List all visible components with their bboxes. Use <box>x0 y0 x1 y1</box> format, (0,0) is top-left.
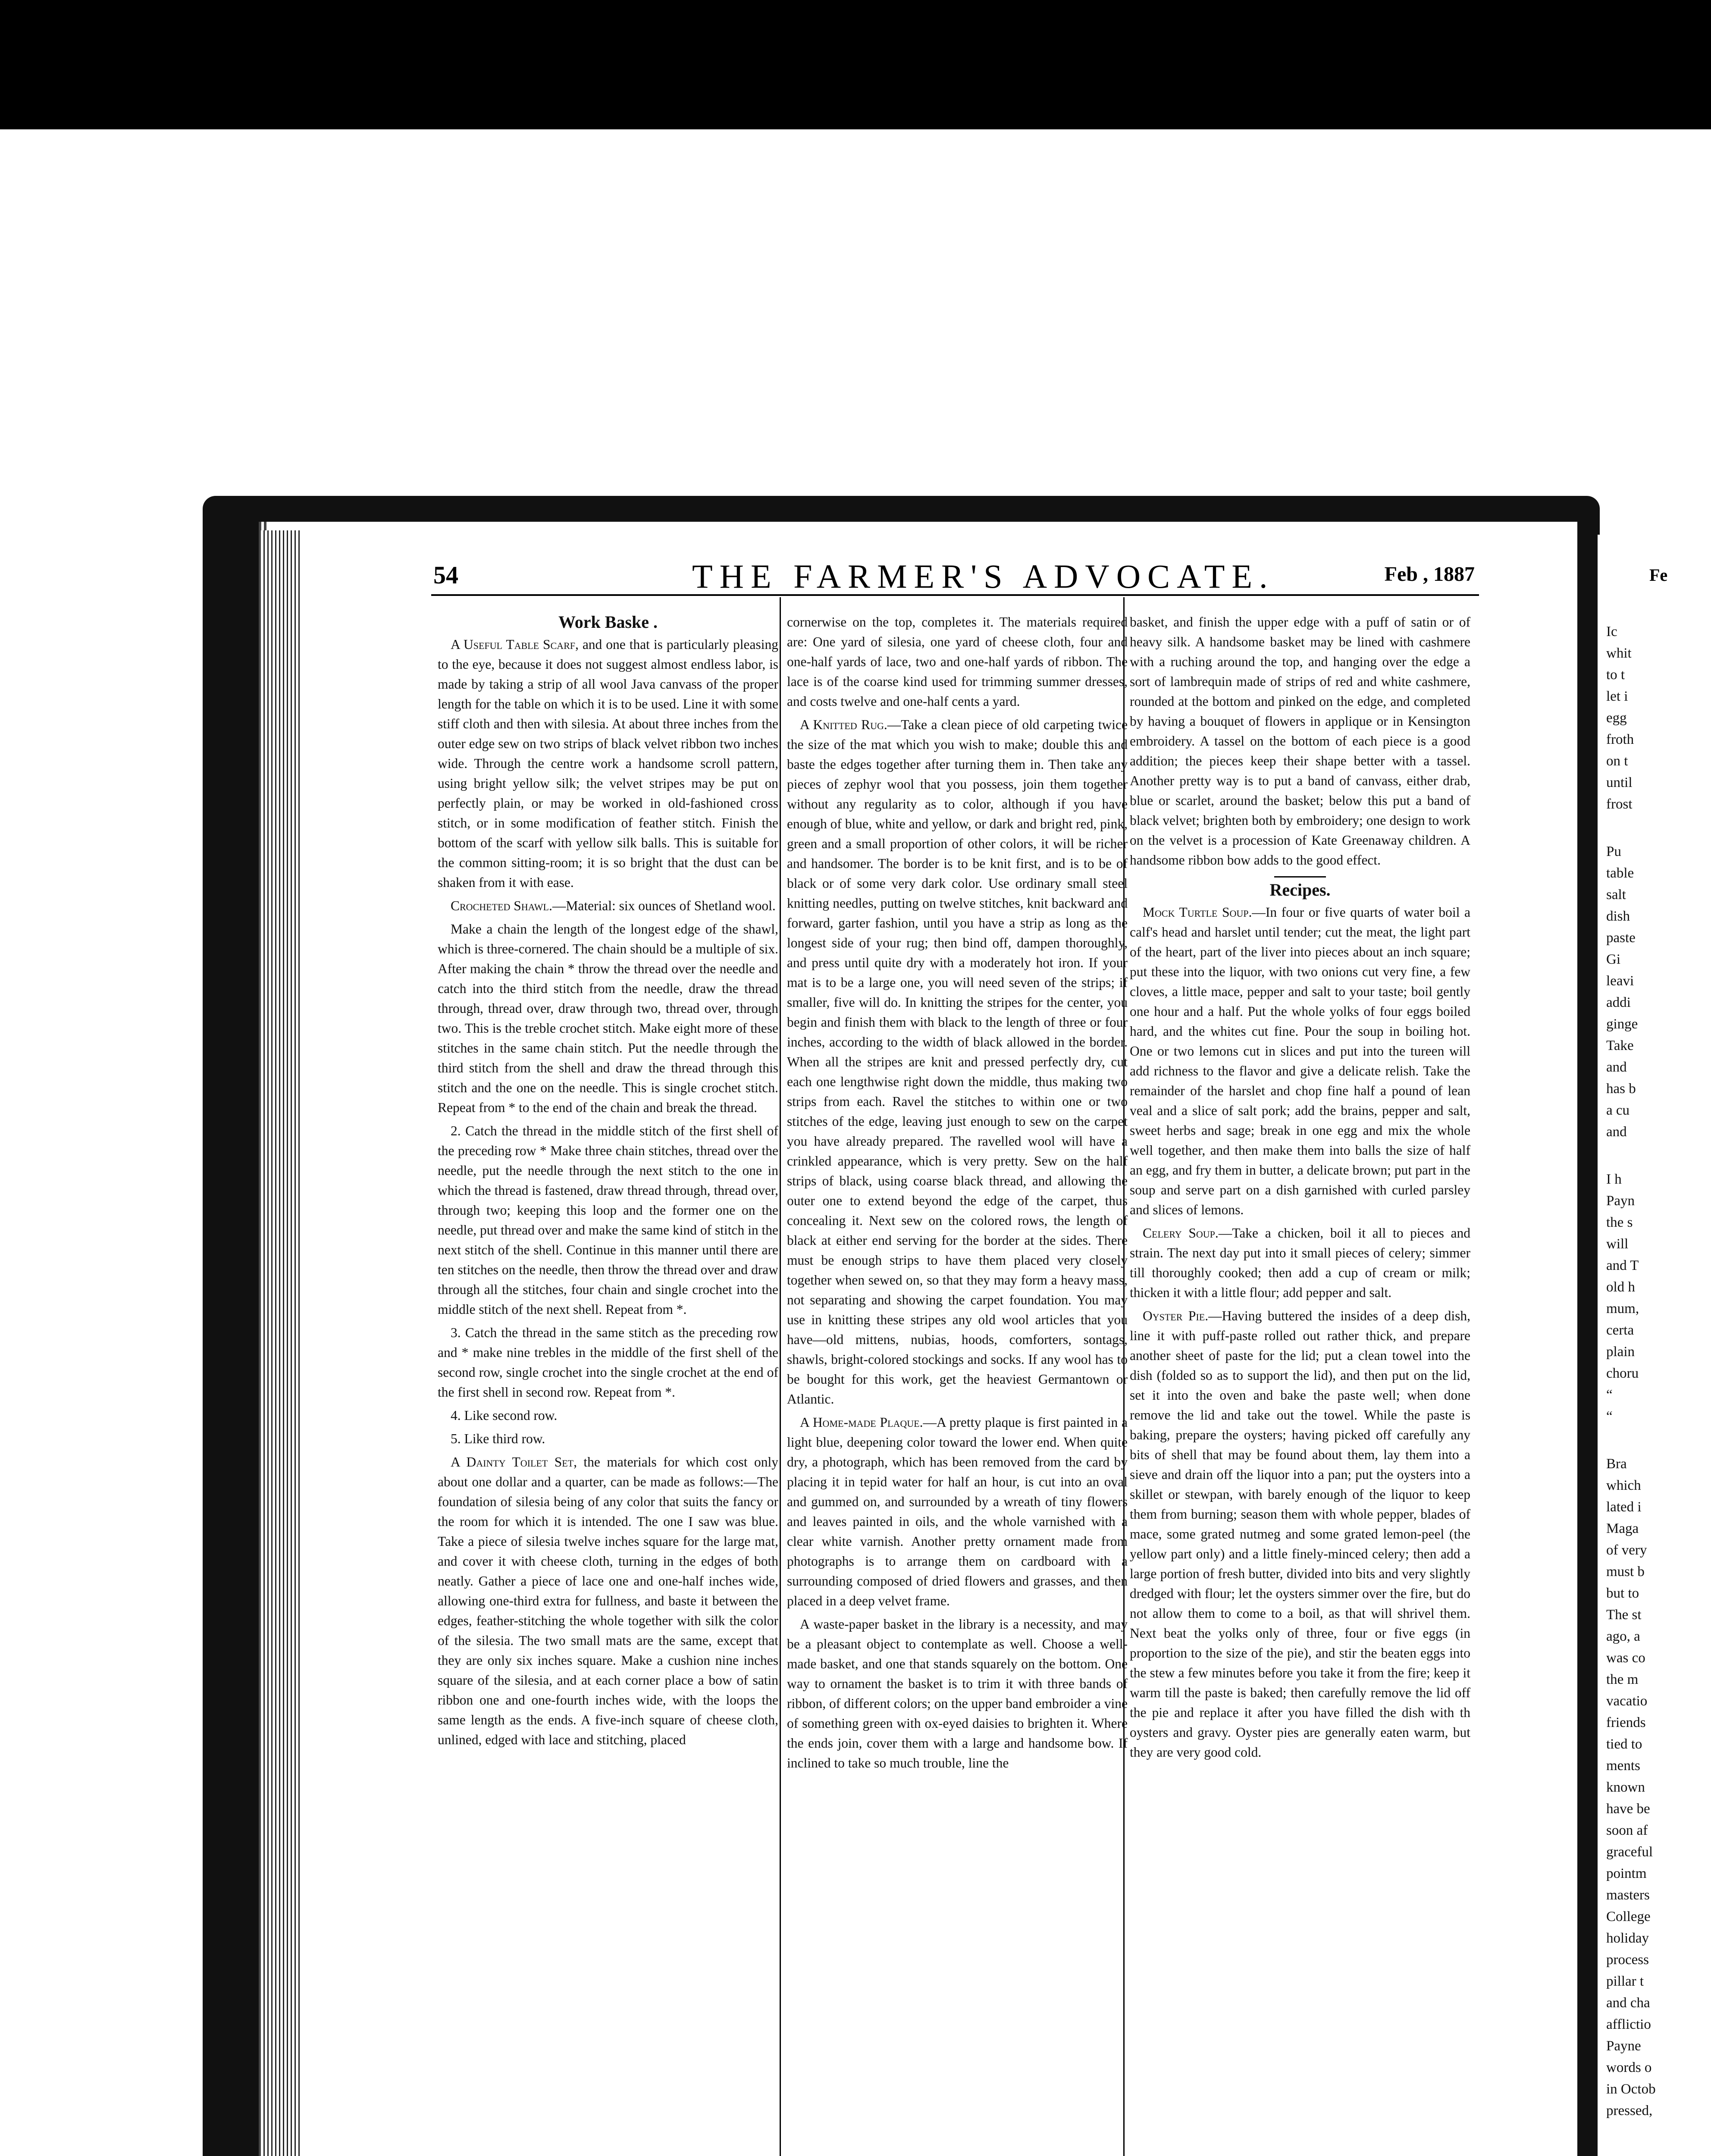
paragraph-text: —Material: six ounces of Shetland wool. <box>552 898 776 913</box>
adjacent-page-line: to t <box>1606 667 1625 683</box>
paragraph: 3. Catch the thread in the same stitch as the preceding row and * make nine trebles in the middle of the first shell of the second row, single crochet into the single crochet at the end of the first shell in second row. Repeat from *. <box>438 1325 778 1400</box>
column-1 <box>438 612 778 2156</box>
column-3 <box>1130 612 1470 2156</box>
section-divider <box>1274 876 1326 877</box>
paragraph <box>438 896 778 916</box>
adjacent-page <box>1598 535 1711 2156</box>
section-heading-recipes: Recipes. <box>1269 880 1331 899</box>
paragraph: cornerwise on the top, completes it. The materials required are: One yard of silesia, one yard of cheese cloth, four and one-half yards of lace, two and one-half yards of ribbon. The lace is of the coarse kind used for trimming summer dresses, and costs twelve and one-half cents a yard. <box>787 614 1128 709</box>
adjacent-page-line: which <box>1606 1478 1641 1493</box>
adjacent-page-line: mum, <box>1606 1301 1639 1316</box>
page-number: 54 <box>433 561 458 589</box>
paragraph-text: the materials for which cost only about one dollar and a quarter, can be made as follows:—The foundation of silesia being of any color that suits the fancy or the room for which it is intended. The one I saw was blue. Take a piece of silesia twelve inches square for the large mat, and cover it with cheese cloth, turning in the edges of both neatly. Gather a piece of lace one and one-half inches wide, allowing one-third extra for fullness, and baste it between the edges, feather-stitching the whole together with silk the color of the silesia. The two small mats are the same, except that they are only six inches square. Make a cushion nine inches square of the silesia, and at each corner place a bow of satin ribbon one and one-fourth inches wide, with the loops the same length as the ends. A five-inch square of cheese cloth, unlined, edged with lace and stitching, placed <box>438 1454 778 1747</box>
adjacent-page-line: until <box>1606 775 1633 790</box>
adjacent-page-line: “ <box>1606 1387 1613 1403</box>
column-divider <box>780 597 781 2156</box>
adjacent-page-line: the m <box>1606 1672 1639 1687</box>
adjacent-page-line: egg <box>1606 710 1627 726</box>
adjacent-page-line: Bra <box>1606 1456 1627 1472</box>
adjacent-page-line: table <box>1606 865 1634 881</box>
adjacent-page-line: let i <box>1606 689 1628 704</box>
adjacent-page-line: has b <box>1606 1081 1636 1097</box>
paragraph: basket, and finish the upper edge with a puff of satin or of heavy silk. A handsome basket may be lined with cashmere with a ruching around the top, and hanging over the edge a sort of lambrequin made of strips of red and white cashmere, rounded at the bottom and pinked on the edge, and completed by having a bouquet of flowers in applique or in Kensington embroidery. A tassel on the bottom of each piece is a good addition; the pieces keep their shape better with a tassel. Another pretty way is to put a band of canvass, either drab, blue or scarlet, around the basket; below this put a band of black velvet; brighten both by embroidery; one design to work on the velvet is a procession of Kate Greenaway children. A handsome ribbon bow adds to the good effect. <box>1130 614 1470 868</box>
paragraph <box>1130 1223 1470 1303</box>
page-header <box>433 558 1475 595</box>
paragraph <box>1130 1306 1470 1762</box>
paragraph-text: —Having buttered the insides of a deep dish, line it with puff-paste rolled out rather thick, and prepare another sheet of paste for the lid; put a clean towel into the dish (folded so as to support the lid), and then put on the lid, set it into the oven and bake the paste well; when done remove the lid and take out the towel. While the paste is baking, prepare the oysters; having picked off carefully any bits of shell that may be found about them, lay them into a sieve and drain off the liquor into a pan; put the oysters into a skillet or stewpan, with barely enough of the liquor to keep them from burning; season them with whole pepper, blades of mace, some grated nutmeg and some grated lemon-peel (the yellow part only) and a little finely-minced celery; then add a large portion of fresh butter, divided into bits and very slightly dredged with flour; let the oysters simmer over the fire, but do not allow them to come to a boil, as that will shrivel them. Next beat the yolks only of three, four or five eggs (in proportion to the size of the pie), and stir the beaten eggs into the stew a few minutes before you take it from the fire; keep it warm till the paste is baked; then carefully remove the lid off the pie and replace it after you have filled the dish with th oysters and gravy. Oyster pies are generally eaten warm, but they are very good cold. <box>1130 1308 1470 1760</box>
adjacent-page-line: and <box>1606 1059 1627 1075</box>
adjacent-page-line: certa <box>1606 1322 1634 1338</box>
adjacent-page-line: and cha <box>1606 1995 1650 2011</box>
paragraph <box>438 1452 778 1750</box>
paragraph <box>787 1413 1128 1611</box>
paragraph <box>438 635 778 893</box>
adjacent-page-line: ments <box>1606 1758 1640 1774</box>
column-2 <box>787 612 1128 2156</box>
adjacent-page-line: College <box>1606 1909 1651 1924</box>
adjacent-page-line: paste <box>1606 930 1636 946</box>
adjacent-page-line: was co <box>1606 1650 1645 1666</box>
adjacent-page-line: ago, a <box>1606 1629 1640 1644</box>
adjacent-page-line: process <box>1606 1952 1649 1968</box>
adjacent-page-line: must b <box>1606 1564 1645 1579</box>
adjacent-page-header: Fe <box>1649 565 1668 585</box>
adjacent-page-line: friends <box>1606 1715 1646 1730</box>
adjacent-page-line: Gi <box>1606 952 1620 967</box>
adjacent-page-line: lated i <box>1606 1499 1642 1515</box>
newspaper-title: THE FARMER'S ADVOCATE. <box>692 558 1275 595</box>
adjacent-page-line: afflictio <box>1606 2017 1651 2032</box>
paragraph: 2. Catch the thread in the middle stitch of the first shell of the preceding row * Make three chain stitches, thread over the needle, put the needle through the next stitch to the one in which the thread is fastened, draw thread through, thread over, through two; keeping this loop and the former one on the needle, put thread over and make the same kind of stitch in the next stitch of the shell. Continue in this manner until there are ten stitches on the needle, then throw the thread over and draw through all the stitches, four chain and single crochet into the middle stitch of the next shell. Repeat from *. <box>438 1123 778 1317</box>
paragraph <box>787 715 1128 1409</box>
adjacent-page-line: pillar t <box>1606 1974 1644 1989</box>
paragraph <box>1130 903 1470 1220</box>
article-lead: Oyster Pie. <box>1143 1308 1209 1323</box>
adjacent-page-line: masters <box>1606 1887 1650 1903</box>
paragraph: Make a chain the length of the longest edge of the shawl, which is three-cornered. The chain should be a multiple of six. After making the chain * throw the thread over the needle and catch into the third stitch from the needle, draw the thread through, thread over, draw through two, thread over, through two. This is the treble crochet stitch. Make eight more of these stitches in the same chain stitch. Put the needle through the third stitch from the shell and draw the thread through this stitch and the one on the needle. This is single crochet stitch. Repeat from * to the end of the chain and break the thread. <box>438 921 778 1115</box>
adjacent-page-line: Take <box>1606 1038 1634 1053</box>
adjacent-page-line: pointm <box>1606 1866 1647 1881</box>
adjacent-page-line: and <box>1606 1124 1627 1140</box>
adjacent-page-line: a cu <box>1606 1103 1630 1118</box>
adjacent-page-line: plain <box>1606 1344 1635 1360</box>
article-lead: Mock Turtle Soup. <box>1143 905 1252 920</box>
adjacent-page-line: tied to <box>1606 1736 1642 1752</box>
paragraph-text: —Take a clean piece of old carpeting twice the size of the mat which you wish to make; double this and baste the edges together after turning them in. Then take any pieces of zephyr wool that you possess, join them together without any regularity as to color, although if you have enough of blue, white and yellow, or dark and bright red, pink, green and a small proportion of other colors, it will be richer and handsomer. The border is to be knit first, and is to be of black or of some very dark color. Use ordinary small steel knitting needles, putting on twelve stitches, knit backward and forward, garter fashion, until you have a strip as long as the longest side of your rug; then bind off, dampen thoroughly, and press until quite dry with a moderately hot iron. If your mat is to be a large one, you will need seven of the strips; if smaller, five will do. In knitting the stripes for the center, you begin and finish them with black to the length of three or four inches, according to the width of black allowed in the border. When all the stripes are knit and pressed perfectly dry, cut each one lengthwise right down the middle, thus making two strips from each. Ravel the stitches to within one or two stitches of the edge, leaving just enough to sew on the carpet you have already prepared. The ravelled wool will have a crinkled appearance, which is very pretty. Sew on the half strips of black, using coarse black thread, and allowing the outer one to extend beyond the edge of the carpet, thus concealing it. Next sew on the colored rows, the length of black at either end serving for the border at the sides. There must be enough strips to have them placed very closely together when sewed on, so that they may form a heavy mass, not separating and showing the carpet foundation. You may use in knitting these stripes any old wool articles that you have—old mittens, nubias, hoods, comforters, sontags, shawls, bright-colored stockings and socks. If any wool has to be bought for this work, get the heaviest Germantown or Atlantic. <box>787 717 1128 1407</box>
adjacent-page-line: holiday <box>1606 1930 1649 1946</box>
adjacent-page-line: known <box>1606 1780 1645 1795</box>
adjacent-page-line: ginge <box>1606 1016 1638 1032</box>
adjacent-page-line: words o <box>1606 2060 1652 2075</box>
paragraph-text: —In four or five quarts of water boil a calf's head and harslet until tender; cut the meat, the light part of the heart, part of the liver into pieces about an inch square; put these into the liquor, with two onions cut very fine, a few cloves, a little mace, pepper and salt to your taste; boil gently one hour and a half. Put the whole yolks of four eggs boiled hard, and the whites cut fine. Pour the soup in boiling hot. One or two lemons cut in slices and put into the tureen will add richness to the flavor and give a delicate relish. Take the remainder of the harslet and chop fine half a pound of lean veal and a slice of salt pork; add the brains, pepper and salt, sweet herbs and sage; break in one egg and mix the whole well together, and then make them into balls the size of half an egg, and fry them in butter, a delicate brown; put part in the soup and serve part on a dish garnished with curled parsley and slices of lemons. <box>1130 905 1470 1217</box>
adjacent-page-line: Payn <box>1606 1193 1635 1209</box>
article-lead: A Knitted Rug. <box>800 717 887 732</box>
paragraph-text: and one that is particularly pleasing to the eye, because it does not suggest almost endless labor, is made by taking a strip of all wool Java canvass of the proper length for the table on which it is to be used. Line it with some stiff cloth and then with silesia. At about three inches from the outer edge sew on two strips of black velvet ribbon two inches wide. Through the centre work a handsome scroll pattern, using bright yellow silk; the velvet stripes may be put on perfectly plain, or may be worked in old-fashioned cross stitch, or in some modification of feather stitch. Finish the bottom of the scarf with yellow silk balls. This is suitable for the common sitting-room; it is so bright that the dust can be shaken from it with ease. <box>438 637 778 890</box>
adjacent-page-line: and T <box>1606 1258 1639 1273</box>
adjacent-page-line: Payne <box>1606 2038 1641 2054</box>
section-heading-work-basket: Work Baske . <box>558 612 658 632</box>
issue-date: Feb , 1887 <box>1384 563 1475 586</box>
adjacent-page-line: of very <box>1606 1542 1647 1558</box>
adjacent-page-line: froth <box>1606 732 1634 747</box>
adjacent-page-line: salt <box>1606 887 1626 903</box>
adjacent-page-line: vacatio <box>1606 1693 1648 1709</box>
adjacent-page-line: Maga <box>1606 1521 1639 1536</box>
adjacent-page-line: Pu <box>1606 844 1621 859</box>
adjacent-page-line: have be <box>1606 1801 1650 1817</box>
article-lead: A Dainty Toilet Set, <box>451 1454 577 1470</box>
article-lead: A Useful Table Scarf, <box>451 637 579 652</box>
adjacent-page-line: leavi <box>1606 973 1634 989</box>
paragraph: A waste-paper basket in the library is a necessity, and may be a pleasant object to contemplate as well. Choose a well-made basket, and one that stands squarely on the bottom. One way to ornament the basket is to trim it with three bands of ribbon, of different colors; on the upper band embroider a vine of something green with ox-eyed daisies to brighten it. Where the ends join, cover them with a large and handsome bow. If inclined to take so much trouble, line the <box>787 1617 1128 1771</box>
adjacent-page-line: whit <box>1606 646 1632 661</box>
adjacent-page-line: addi <box>1606 995 1631 1010</box>
adjacent-page-line: dish <box>1606 909 1630 924</box>
adjacent-page-line: graceful <box>1606 1844 1653 1860</box>
paragraph-text: —A pretty plaque is first painted in a light blue, deepening color toward the lower end. When quite dry, a photograph, which has been removed from the card by placing it in tepid water for half an hour, is cut into an oval and gummed on, and surrounded by a wreath of tiny flowers and leaves painted in oils, and the whole varnished with a clear white varnish. Another pretty ornament made from photographs is to arrange them on cardboard with a surrounding composed of dried flowers and grasses, and then placed in a deep velvet frame. <box>787 1415 1128 1608</box>
adjacent-page-line: “ <box>1606 1409 1613 1424</box>
paragraph-text: —Take a chicken, boil it all to pieces and strain. The next day put into it small pieces of celery; simmer till thoroughly cooked; then add a cup of cream or milk; thicken it with a little flour; add pepper and salt. <box>1130 1225 1470 1300</box>
adjacent-page-line: old h <box>1606 1279 1635 1295</box>
adjacent-page-line: choru <box>1606 1366 1639 1381</box>
adjacent-page-line: frost <box>1606 796 1633 812</box>
article-lead: Crocheted Shawl. <box>451 898 552 913</box>
adjacent-page-line: pressed, <box>1606 2103 1653 2118</box>
adjacent-page-line: The st <box>1606 1607 1642 1623</box>
adjacent-page-line: Ic <box>1606 624 1617 639</box>
adjacent-page-line: on t <box>1606 753 1628 769</box>
paragraph: 5. Like third row. <box>451 1431 545 1446</box>
adjacent-page-line: will <box>1606 1236 1629 1252</box>
adjacent-page-line: soon af <box>1606 1823 1648 1838</box>
adjacent-page-line: but to <box>1606 1586 1639 1601</box>
adjacent-page-line: the s <box>1606 1215 1633 1230</box>
header-rule <box>431 594 1479 596</box>
adjacent-page-line: I h <box>1606 1172 1622 1187</box>
article-lead: A Home-made Plaque. <box>800 1415 923 1430</box>
adjacent-page-line: in Octob <box>1606 2081 1656 2097</box>
paragraph: 4. Like second row. <box>451 1408 558 1423</box>
page-edges <box>261 530 300 2156</box>
scan-top-border <box>0 0 1711 134</box>
article-lead: Celery Soup. <box>1143 1225 1219 1241</box>
